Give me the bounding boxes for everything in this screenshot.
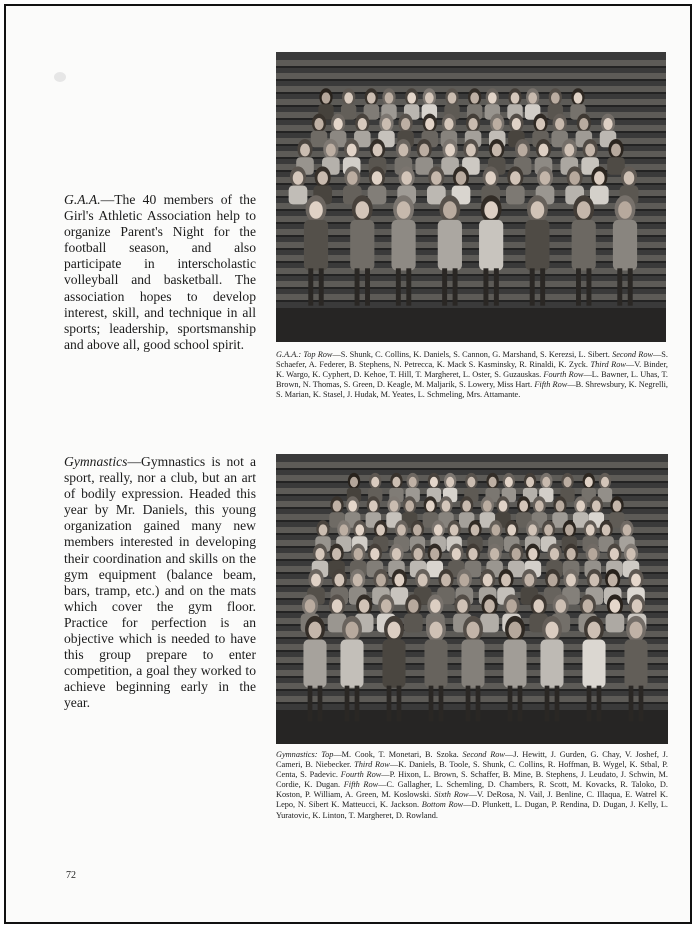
person-face: [314, 118, 323, 130]
person-body: [382, 639, 405, 687]
person-face: [467, 477, 475, 487]
person-face: [319, 524, 328, 535]
gymnastics-caption-row4: —P. Hixon, L. Brown, S. Schaffer, B. Mine, B. Stephens, J. Leudato, J. Schwin, M. Cordie, K. Dugan.: [276, 770, 669, 790]
person-face: [528, 548, 537, 560]
person-face: [505, 477, 513, 487]
person-face: [293, 171, 304, 185]
person-face: [332, 599, 343, 613]
gaa-caption-row5-lead: Fifth Row: [534, 380, 568, 390]
person-face: [381, 599, 392, 613]
person-face: [376, 524, 385, 535]
person-body: [404, 614, 423, 633]
bleacher-plank: [276, 73, 666, 79]
person-face: [445, 144, 455, 157]
person-face: [466, 144, 476, 157]
person-face: [401, 171, 412, 185]
person-body: [503, 639, 526, 687]
person-face: [526, 477, 534, 487]
person-face: [613, 500, 622, 511]
person-face: [419, 144, 429, 157]
person-face: [585, 477, 593, 487]
person-face: [355, 201, 369, 219]
person-face: [401, 118, 410, 130]
gymnastics-caption-row6-lead: Sixth Row: [434, 790, 469, 800]
person-leg: [628, 268, 633, 305]
person-face: [448, 92, 457, 103]
person-body: [525, 220, 549, 271]
gymnastics-caption-row1: —M. Cook, T. Monetari, B. Szoka.: [333, 750, 459, 759]
person-face: [506, 599, 517, 613]
bleacher-shadow: [276, 183, 666, 185]
person-face: [488, 92, 497, 103]
person-face: [359, 599, 370, 613]
person-face: [358, 118, 367, 130]
person-face: [539, 144, 549, 157]
person-face: [348, 500, 357, 511]
gaa-caption-row2-lead: Second Row: [612, 350, 653, 359]
person-face: [528, 92, 537, 103]
person-leg: [586, 268, 591, 305]
yearbook-page: [4, 4, 692, 924]
person-face: [490, 548, 499, 560]
person-face: [518, 144, 528, 157]
person-face: [322, 92, 331, 103]
person-face: [385, 92, 394, 103]
gym-floor: [276, 308, 666, 342]
person-body: [289, 186, 308, 205]
person-face: [394, 574, 404, 587]
person-face: [588, 548, 597, 560]
person-face: [392, 477, 400, 487]
person-face: [418, 574, 428, 587]
person-leg: [365, 268, 370, 305]
person-face: [382, 118, 391, 130]
person-leg: [355, 686, 360, 722]
person-face: [462, 500, 471, 511]
bleacher-shadow: [276, 66, 666, 68]
person-face: [583, 599, 594, 613]
bleacher-plank: [276, 242, 666, 248]
person-face: [484, 201, 498, 219]
person-leg: [494, 268, 499, 305]
bleacher-plank: [276, 268, 666, 274]
gymnastics-caption-row7: —D. Plunkett, L. Dugan, P. Rendina, D. Dugan, J. Kelly, L. Yuratovic, K. Linton, T. Margheret, D. Rowland.: [276, 800, 669, 820]
person-face: [429, 622, 442, 639]
gymnastics-caption-lead: Gymnastics: Top: [276, 750, 334, 759]
person-leg: [439, 686, 444, 722]
bleacher-shadow: [276, 209, 666, 211]
person-face: [408, 599, 419, 613]
person-face: [468, 118, 477, 130]
person-body: [303, 639, 326, 687]
person-leg: [508, 686, 513, 722]
person-face: [372, 171, 383, 185]
gaa-caption-row4: —L. Bawner, L. Uhas, T. Brown, N. Thomas, S. Green, D. Keagle, M. Maljarik, S. Lowery, Miss Hart.: [276, 370, 668, 390]
gymnastics-caption-row5-lead: Fifth Row: [343, 780, 379, 790]
person-face: [592, 500, 601, 511]
gymnastics-paragraph: [64, 454, 256, 712]
gymnastics-caption-row2: —J. Hewitt, J. Gurden, G. Chay, V. Joshef, J. Cameri, B. Niebecker.: [276, 750, 668, 770]
person-face: [340, 524, 349, 535]
gaa-body: —The 40 members of the Girl's Athletic Association help to organize Parent's Night for the football season, and also participate in interscholastic volleyball and basketball. The association hopes to develop interest, skill, and technique in all sports; leadership, sportsmanship and above all, good school spirit.: [64, 192, 256, 352]
person-face: [459, 574, 469, 587]
person-face: [373, 144, 383, 157]
person-face: [576, 500, 585, 511]
person-face: [499, 500, 508, 511]
person-leg: [597, 686, 602, 722]
person-face: [531, 201, 545, 219]
person-face: [618, 201, 632, 219]
person-face: [535, 500, 544, 511]
bleacher-shadow: [276, 222, 666, 224]
person-face: [585, 144, 595, 157]
person-face: [413, 548, 422, 560]
person-face: [305, 599, 316, 613]
gymnastics-caption-row6: —V. DeRosa, N. Vail, J. Benline, C. Illaqua, E. Watrel K. Lepo, N. Sibert K. Matteucci, K. Jackson.: [276, 790, 668, 810]
person-face: [405, 500, 414, 511]
person-face: [311, 574, 321, 587]
person-face: [376, 574, 386, 587]
person-face: [387, 622, 400, 639]
bleacher-shadow: [276, 261, 666, 263]
person-face: [452, 548, 461, 560]
person-face: [470, 92, 479, 103]
person-face: [623, 524, 632, 535]
person-face: [524, 574, 534, 587]
person-face: [510, 171, 521, 185]
bleacher-shadow: [276, 287, 666, 289]
person-leg: [397, 686, 402, 722]
person-face: [512, 548, 521, 560]
person-face: [371, 477, 379, 487]
person-face: [347, 144, 357, 157]
bleacher-plank: [276, 696, 668, 702]
person-face: [528, 524, 537, 535]
person-face: [624, 171, 635, 185]
person-face: [390, 500, 399, 511]
person-leg: [476, 686, 481, 722]
person-body: [461, 639, 484, 687]
gaa-lead: G.A.A.: [64, 192, 101, 207]
bleacher-plank: [276, 60, 666, 66]
bleacher-plank: [276, 281, 666, 287]
person-face: [409, 477, 417, 487]
person-face: [334, 574, 344, 587]
person-face: [565, 524, 574, 535]
person-face: [492, 524, 501, 535]
person-face: [626, 548, 635, 560]
person-leg: [530, 268, 535, 305]
person-face: [354, 548, 363, 560]
person-leg: [345, 686, 350, 722]
person-leg: [518, 686, 523, 722]
person-face: [564, 477, 572, 487]
bleacher-shadow: [276, 702, 668, 704]
person-face: [566, 574, 576, 587]
person-leg: [396, 268, 401, 305]
person-face: [540, 171, 551, 185]
person-face: [332, 548, 341, 560]
person-body: [590, 186, 609, 205]
person-leg: [555, 686, 560, 722]
person-face: [407, 92, 416, 103]
person-leg: [387, 686, 392, 722]
person-body: [624, 639, 647, 687]
person-leg: [308, 686, 313, 722]
person-face: [466, 622, 479, 639]
person-face: [425, 92, 434, 103]
person-face: [511, 92, 520, 103]
bleacher-plank: [276, 229, 666, 235]
person-body: [479, 220, 503, 271]
bleacher-plank: [276, 294, 666, 300]
person-body: [304, 220, 328, 271]
person-face: [370, 548, 379, 560]
page-smudge: [54, 72, 66, 82]
person-body: [424, 639, 447, 687]
person-face: [610, 599, 621, 613]
gymnastics-caption-row7-lead: Bottom Row: [421, 800, 464, 810]
person-body: [480, 614, 499, 633]
person-face: [536, 118, 545, 130]
person-leg: [406, 268, 411, 305]
person-face: [629, 622, 642, 639]
person-face: [456, 171, 467, 185]
person-face: [444, 118, 453, 130]
person-body: [350, 220, 374, 271]
person-face: [446, 477, 454, 487]
person-face: [344, 92, 353, 103]
person-face: [594, 171, 605, 185]
person-face: [425, 118, 434, 130]
gymnastics-caption-row3-lead: Third Row: [354, 760, 390, 770]
person-face: [333, 500, 342, 511]
person-face: [430, 548, 439, 560]
person-leg: [545, 686, 550, 722]
gym-floor: [276, 710, 668, 744]
gaa-photo-drawing: [276, 52, 666, 342]
person-face: [450, 524, 459, 535]
bleacher-shadow: [276, 300, 666, 302]
person-face: [610, 548, 619, 560]
person-face: [501, 574, 511, 587]
person-face: [548, 574, 558, 587]
person-face: [443, 201, 457, 219]
person-face: [345, 622, 358, 639]
gaa-caption-row3: —V. Binder, K. Wargo, K. Cyphert, D. Kehoe, T. Hill, T. Margheret, L. Oster, S. Guzauskas.: [276, 360, 668, 380]
person-face: [586, 524, 595, 535]
gymnastics-caption-row4-lead: Fourth Row: [340, 770, 382, 780]
person-face: [603, 118, 612, 130]
person-face: [545, 622, 558, 639]
person-body: [613, 220, 637, 271]
person-face: [309, 201, 323, 219]
person-face: [413, 524, 422, 535]
person-face: [484, 599, 495, 613]
person-face: [468, 548, 477, 560]
person-face: [601, 477, 609, 487]
person-face: [347, 171, 358, 185]
person-face: [608, 574, 618, 587]
person-body: [606, 614, 625, 633]
person-face: [489, 477, 497, 487]
bleacher-shadow: [276, 274, 666, 276]
person-leg: [639, 686, 644, 722]
person-face: [353, 574, 363, 587]
person-face: [367, 92, 376, 103]
person-leg: [540, 268, 545, 305]
person-leg: [442, 268, 447, 305]
gaa-caption-lead: G.A.A.: Top Row: [276, 350, 333, 359]
person-face: [551, 92, 560, 103]
person-body: [506, 186, 525, 205]
gymnastics-group-photo: [276, 454, 668, 744]
bleacher-plank: [276, 177, 666, 183]
person-face: [556, 500, 565, 511]
person-face: [426, 500, 435, 511]
person-face: [602, 524, 611, 535]
person-face: [485, 171, 496, 185]
person-leg: [617, 268, 622, 305]
gaa-caption-row4-lead: Fourth Row: [543, 370, 584, 380]
person-face: [555, 599, 566, 613]
person-body: [438, 220, 462, 271]
person-face: [308, 622, 321, 639]
person-face: [632, 599, 643, 613]
person-face: [512, 118, 521, 130]
person-leg: [308, 268, 313, 305]
gaa-caption-row5: —B. Shrewsbury, K. Negrelli, S. Marian, K. Stasel, J. Hudak, M. Yeates, L. Schmeling, Mrs. Attamante.: [276, 380, 668, 400]
gaa-caption-row1: —S. Shunk, C. Collins, K. Daniels, S. Cannon, G. Marshand, S. Kerezsi, L. Sibert.: [332, 350, 610, 359]
person-face: [577, 201, 591, 219]
bleacher-shadow: [276, 468, 668, 470]
person-body: [582, 639, 605, 687]
person-face: [457, 599, 468, 613]
person-body: [572, 220, 596, 271]
person-face: [564, 144, 574, 157]
person-face: [631, 574, 641, 587]
person-face: [483, 500, 492, 511]
bleacher-plank: [276, 255, 666, 261]
person-face: [471, 524, 480, 535]
person-face: [430, 477, 438, 487]
bleacher-shadow: [276, 235, 666, 237]
gaa-group-photo: [276, 52, 666, 342]
person-body: [391, 220, 415, 271]
gaa-caption-row2: —S. Schaefer, A. Federer, B. Stephens, N. Petrecca, K. Mack S. Kasminsky, R. Rinaldi, K. Zyck.: [276, 350, 668, 370]
person-face: [507, 524, 516, 535]
person-face: [430, 599, 441, 613]
person-face: [493, 118, 502, 130]
person-face: [508, 622, 521, 639]
gymnastics-caption-row3: —K. Daniels, B. Toole, S. Shunk, C. Collins, R. Hoffman, B. Wygel, K. Stbal, P. Centa, S. Padevic.: [276, 760, 668, 780]
person-face: [392, 548, 401, 560]
person-face: [579, 118, 588, 130]
person-face: [315, 548, 324, 560]
gaa-paragraph: [64, 192, 256, 353]
person-face: [544, 524, 553, 535]
person-leg: [355, 268, 360, 305]
person-face: [555, 118, 564, 130]
gymnastics-caption: [276, 750, 668, 821]
person-face: [431, 171, 442, 185]
person-face: [611, 144, 621, 157]
person-face: [326, 144, 336, 157]
bleacher-plank: [276, 203, 666, 209]
person-leg: [629, 686, 634, 722]
person-face: [483, 574, 493, 587]
person-leg: [453, 268, 458, 305]
gymnastics-caption-row2-lead: Second Row: [462, 750, 505, 759]
person-face: [334, 118, 343, 130]
person-leg: [576, 268, 581, 305]
gymnastics-caption-row5: —C. Gallagher, L. Schemling, D. Chambers, R. Scott, M. Kovacks, R. Taloko, D. Koston, P. William, A. Green, M. Koslowski.: [276, 780, 668, 800]
person-leg: [466, 686, 471, 722]
bleacher-plank: [276, 216, 666, 222]
gymnastics-body: —Gymnastics is not a sport, really, nor a club, but an art of bodily expression. Headed this year by Mr. Daniels, this young organization gained many new members interested in developing their coordination and skills on the gym equipment (balance beam, bars, tramp, etc.) and on the mats which cover the gym floor. Practice for perfection is an objective which is needed to have this group prepare to enter competition, a goal they worked to achieve beginning early in the year.: [64, 454, 256, 711]
person-body: [540, 639, 563, 687]
person-face: [442, 500, 451, 511]
person-face: [587, 622, 600, 639]
gymnastics-lead: Gymnastics: [64, 454, 128, 469]
person-face: [441, 574, 451, 587]
person-face: [542, 477, 550, 487]
person-face: [369, 500, 378, 511]
person-leg: [483, 268, 488, 305]
person-face: [569, 171, 580, 185]
person-face: [350, 477, 358, 487]
person-face: [589, 574, 599, 587]
person-leg: [319, 268, 324, 305]
bleacher-plank: [276, 462, 668, 468]
bleacher-shadow: [276, 79, 666, 81]
person-face: [397, 201, 411, 219]
person-face: [566, 548, 575, 560]
person-face: [434, 524, 443, 535]
person-leg: [587, 686, 592, 722]
person-face: [533, 599, 544, 613]
person-leg: [318, 686, 323, 722]
person-face: [519, 500, 528, 511]
person-face: [492, 144, 502, 157]
gaa-caption-row3-lead: Third Row: [590, 360, 626, 370]
person-body: [340, 639, 363, 687]
gymnastics-photo-drawing: [276, 454, 668, 744]
person-leg: [429, 686, 434, 722]
person-face: [300, 144, 310, 157]
person-face: [398, 144, 408, 157]
bleacher-shadow: [276, 248, 666, 250]
person-face: [574, 92, 583, 103]
person-face: [317, 171, 328, 185]
person-face: [550, 548, 559, 560]
bleacher-shadow: [276, 689, 668, 691]
page-number: 72: [66, 870, 76, 881]
person-face: [355, 524, 364, 535]
person-face: [397, 524, 406, 535]
gaa-caption: [276, 350, 668, 400]
